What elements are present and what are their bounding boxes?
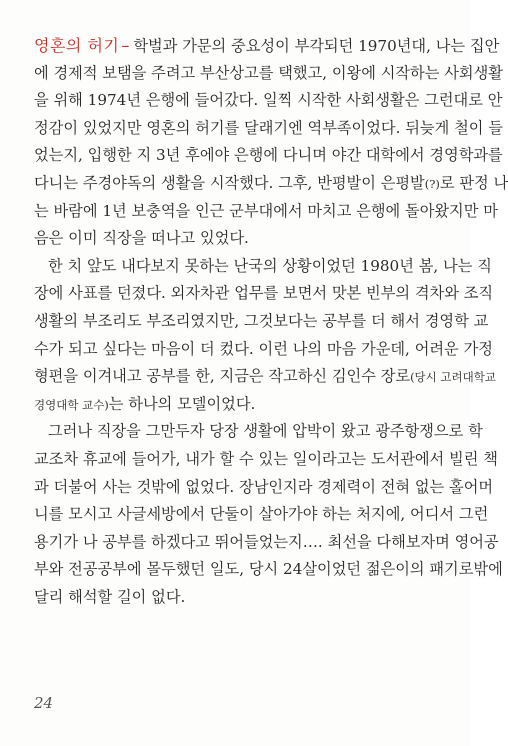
text-line: 수가 되고 싶다는 마음이 더 컸다. 이런 나의 마음 가운데, 어려운 가정 (34, 339, 493, 358)
text-line: 생활의 부조리도 부조리였지만, 그것보다는 공부를 더 해서 경영학 교 (34, 311, 489, 330)
text-run: 다니는 주경야독의 생활을 시작했다. 그후, 반평발이 은평발 (34, 173, 425, 192)
text-line: 었는지, 입행한 지 3년 후에야 은행에 다니며 야간 대학에서 경영학과를 (34, 146, 503, 165)
text-run: 는 하나의 모델이었다. (108, 394, 256, 413)
text-line (34, 391, 450, 419)
text-line: 교조차 휴교에 들어가, 내가 할 수 있는 일이라고는 도서관에서 빌린 책 (34, 449, 498, 468)
text-line: 달리 해석할 길이 없다. (34, 587, 186, 606)
body-text (34, 32, 508, 611)
page-number: 24 (34, 694, 54, 712)
section-title: 영혼의 허기 (34, 36, 120, 55)
text-line: 그러나 직장을 그만두자 당장 생활에 압박이 왔고 광주항쟁으로 학 (48, 422, 483, 441)
title-dash: – (121, 36, 130, 55)
aside-note: (당시 고려대학교 (410, 370, 496, 385)
text-run: 로 판정 나 (439, 173, 508, 192)
text-line: 용기가 나 공부를 하겠다고 뛰어들었는지…. 최선을 다해보자며 영어공 (34, 532, 499, 551)
text-line (34, 170, 508, 198)
footnote-mark: (?) (424, 176, 440, 191)
text-line: 과 더불어 사는 것밖에 없었다. 장남인지라 경제력이 전혀 없는 홀어머 (34, 477, 494, 496)
text-line: 정감이 있었지만 영혼의 허기를 달래기엔 역부족이었다. 뒤늦게 철이 들 (34, 118, 503, 137)
text-line: 니를 모시고 사글세방에서 단둘이 살아가야 하는 처지에, 어디서 그런 (34, 505, 489, 524)
text-line: 장에 사표를 던졌다. 외자차관 업무를 보면서 맛본 빈부의 격차와 조직 (34, 284, 494, 303)
aside-note: 경영대학 교수) (34, 397, 109, 412)
text-line: 한 치 앞도 내다보지 못하는 난국의 상황이었던 1980년 봄, 나는 직 (48, 256, 492, 275)
text-run: 학벌과 가문의 중요성이 부각되던 1970년대, 나는 집안 (133, 37, 500, 55)
text-line (34, 32, 500, 60)
text-run: 형편을 이겨내고 공부를 한, 지금은 작고하신 김인수 장로 (34, 367, 411, 386)
text-line: 에 경제적 보탬을 주려고 부산상고를 택했고, 이왕에 시작하는 사회생활 (34, 63, 503, 82)
text-line: 을 위해 1974년 은행에 들어갔다. 일찍 시작한 사회생활은 그런대로 안 (34, 91, 503, 110)
text-line: 부와 전공공부에 몰두했던 일도, 당시 24살이었던 젊은이의 패기로밖에 (34, 560, 503, 579)
text-line: 음은 이미 직장을 떠나고 있었다. (34, 229, 249, 248)
text-line (34, 363, 496, 391)
text-line: 는 바람에 1년 보충역을 인근 군부대에서 마치고 은행에 돌아왔지만 마 (34, 201, 498, 220)
